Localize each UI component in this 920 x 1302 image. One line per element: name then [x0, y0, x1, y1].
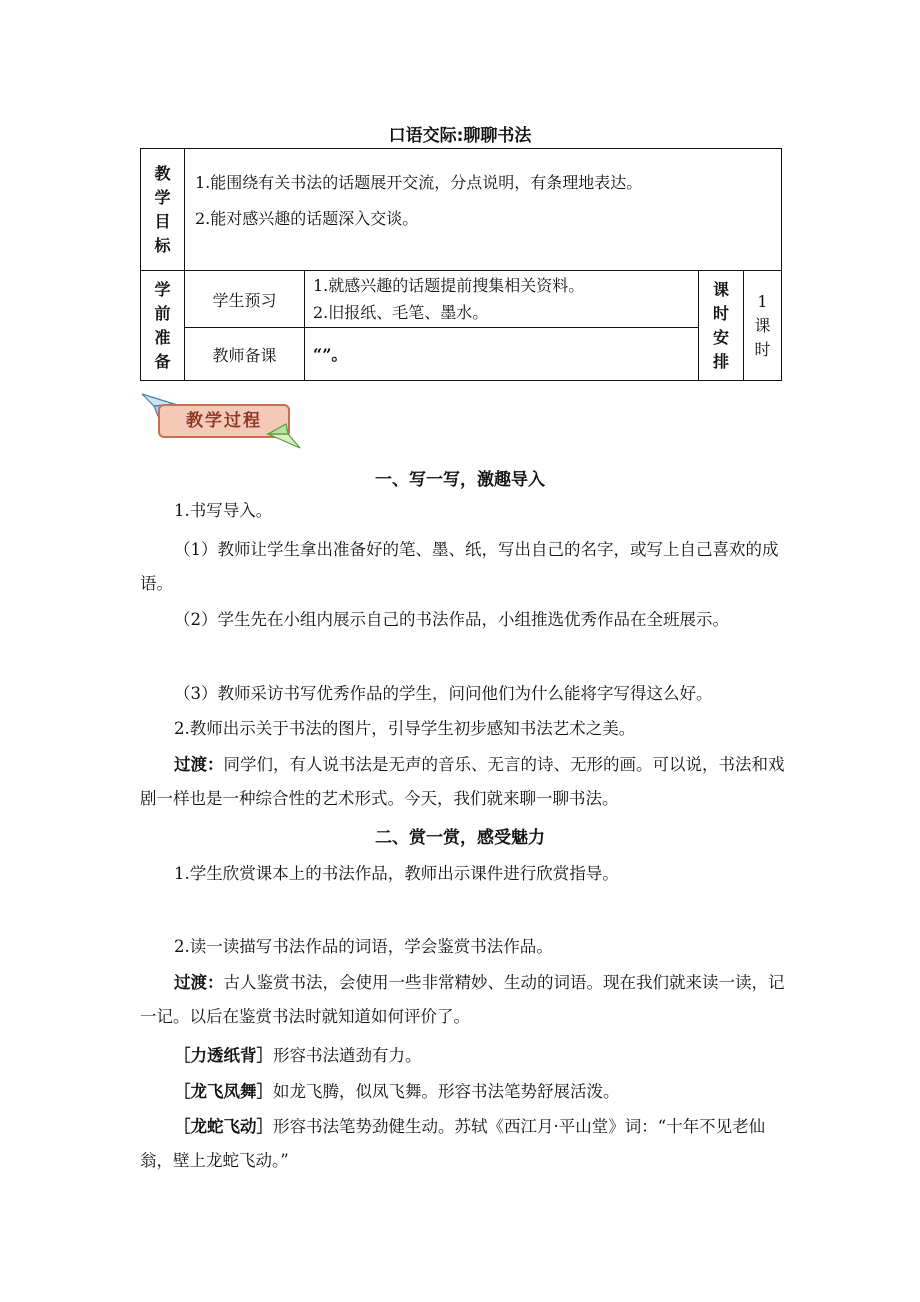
section-heading: 二、赏一赏，感受魅力 [375, 828, 545, 848]
paragraph: 2.教师出示关于书法的图片，引导学生初步感知书法艺术之美。 [174, 719, 636, 738]
transition-label: 过渡： [174, 973, 224, 992]
paragraph: （1）教师让学生拿出准备好的笔、墨、纸，写出自己的名字，或写上自己喜欢的成语。 [140, 540, 779, 593]
prep-label: 学 前 准 备 [141, 271, 185, 381]
paragraph: 2.读一读描写书法作品的词语，学会鉴赏书法作品。 [174, 937, 553, 956]
term-item: ［龙飞凤舞］如龙飞腾，似凤飞舞。形容书法笔势舒展活泼。 [174, 1082, 620, 1101]
goals-label: 教 学 目 标 [141, 149, 185, 271]
paragraph: （2）学生先在小组内展示自己的书法作品，小组推选优秀作品在全班展示。 [174, 610, 729, 629]
term-item: ［力透纸背］形容书法遒劲有力。 [174, 1046, 422, 1065]
paragraph: 1.学生欣赏课本上的书法作品，教师出示课件进行欣赏指导。 [174, 864, 619, 883]
goal-item: 2.能对感兴趣的话题深入交谈。 [195, 208, 419, 228]
schedule-value: 1 课 时 [744, 271, 782, 381]
banner-label: 教学过程 [158, 404, 290, 438]
transition-paragraph: 过渡：古人鉴赏书法，会使用一些非常精妙、生动的词语。现在我们就来读一读，记一记。以后在鉴赏书法时就知道如何评价了。 [140, 973, 785, 1026]
student-preview-label: 学生预习 [185, 271, 305, 328]
goals-content [185, 149, 782, 271]
teaching-process-banner [140, 392, 305, 454]
transition-paragraph: 过渡：同学们，有人说书法是无声的音乐、无言的诗、无形的画。可以说，书法和戏剧一样也是一种综合性的艺术形式。今天，我们就来聊一聊书法。 [140, 755, 785, 808]
term-label: ［龙蛇飞动］ [174, 1117, 273, 1136]
student-preview-content: 1.就感兴趣的话题提前搜集相关资料。 2.旧报纸、毛笔、墨水。 [305, 271, 699, 328]
teacher-prep-label: 教师备课 [185, 328, 305, 381]
section-heading: 一、写一写，激趣导入 [375, 470, 545, 490]
goal-item: 1.能围绕有关书法的话题展开交流，分点说明，有条理地表达。 [195, 172, 643, 192]
schedule-label: 课 时 安 排 [699, 271, 744, 381]
paragraph: （3）教师采访书写优秀作品的学生，问问他们为什么能将字写得这么好。 [174, 684, 713, 703]
paper-plane-icon [266, 422, 302, 450]
transition-label: 过渡： [174, 755, 224, 774]
paragraph: 1.书写导入。 [174, 501, 273, 520]
lesson-plan-table [140, 148, 782, 381]
page-title: 口语交际:聊聊书法 [388, 126, 532, 146]
teacher-prep-content: “”。 [305, 328, 699, 381]
term-item: ［龙蛇飞动］形容书法笔势劲健生动。苏轼《西江月·平山堂》词：“十年不见老仙翁，壁上龙蛇飞动。” [140, 1117, 766, 1170]
term-label: ［龙飞凤舞］ [174, 1082, 273, 1101]
term-label: ［力透纸背］ [174, 1046, 273, 1065]
